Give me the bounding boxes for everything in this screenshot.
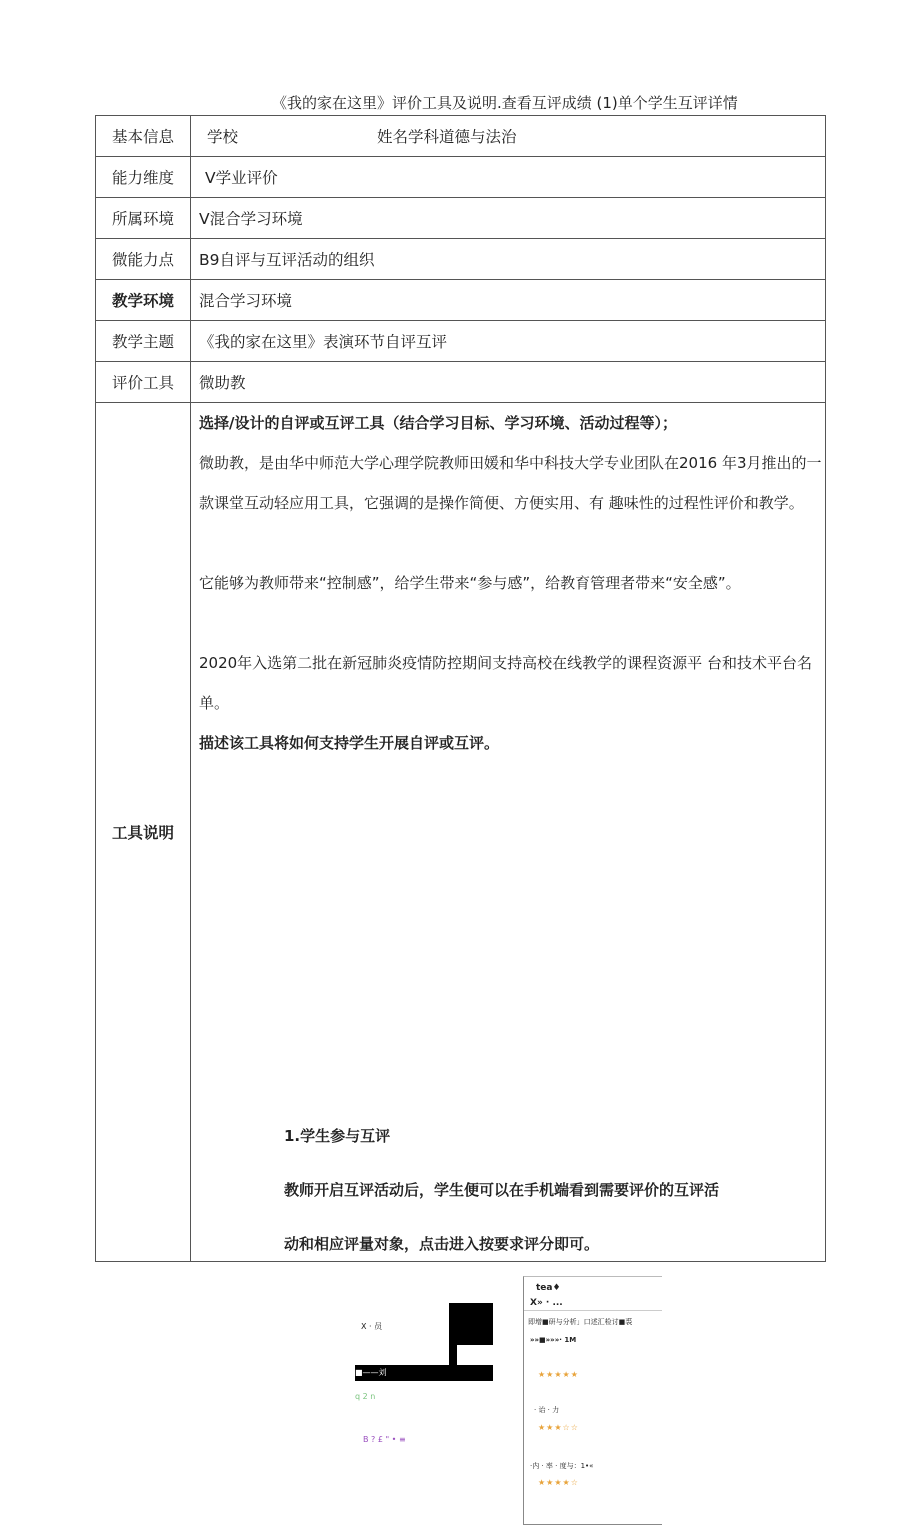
tool-explanation-content	[191, 403, 826, 1487]
row-tool-explanation	[96, 403, 826, 1262]
value-topic: 《我的家在这里》表演环节自评互评	[191, 321, 826, 362]
value-micro-ability: B9自评与互评活动的组织	[191, 239, 826, 280]
label-tool-explanation: 工具说明	[96, 403, 191, 1262]
left-panel-purple-text: B ? £ " • ≡	[363, 1435, 406, 1444]
right-panel-divider	[524, 1310, 662, 1311]
right-panel-tab: 即增■研与分析」口述汇检讨■裘	[528, 1318, 633, 1326]
value-ability: V学业评价	[191, 157, 826, 198]
row-teaching-env	[96, 280, 826, 321]
left-panel-green-text: q 2 n	[355, 1392, 376, 1401]
row-topic	[96, 321, 826, 362]
right-panel-score: »»■»»»· 1M	[530, 1336, 577, 1344]
rating-stars-3: ★★★★☆	[538, 1478, 579, 1487]
rating-label-3: ·内 · 率 · 度与：1•«	[530, 1462, 594, 1470]
school-field: 学校	[207, 128, 239, 146]
explain-paragraph-2: 它能够为教师带来“控制感”，给学生带来“参与感”，给教育管理者带来“安全感”。	[199, 574, 741, 592]
row-micro-ability	[96, 239, 826, 280]
value-tool: 微助教	[191, 362, 826, 403]
right-panel-subtitle: X» · ...	[530, 1298, 563, 1308]
peer-review-line-1: 教师开启互评活动后，学生便可以在手机端看到需要评价的互评活	[284, 1181, 720, 1199]
row-tool	[96, 362, 826, 403]
explain-paragraph-4: 描述该工具将如何支持学生开展自评或互评。	[199, 734, 500, 752]
name-subject-field: 姓名学科道德与法治	[377, 128, 517, 146]
value-basic-info	[191, 116, 826, 157]
left-panel-label: X · 员	[361, 1322, 383, 1331]
app-screenshot-right	[523, 1276, 662, 1525]
rating-label-2: · 诒 · 力	[534, 1406, 560, 1414]
evaluation-form-table	[95, 115, 826, 1487]
label-tool: 评价工具	[96, 362, 191, 403]
app-screenshot-left	[351, 1303, 491, 1473]
label-teaching-env: 教学环境	[96, 280, 191, 321]
label-environment: 所属环境	[96, 198, 191, 239]
document-title: 《我的家在这里》评价工具及说明.查看互评成绩 (1)单个学生互评详情	[272, 94, 738, 112]
label-ability: 能力维度	[96, 157, 191, 198]
explain-paragraph-1: 微助教，是由华中师范大学心理学院教师田媛和华中科技大学专业团队在2016 年3月推出的一款课堂互动轻应用工具，它强调的是操作简便、方便实用、有 趣味性的过程性评价和教学。	[199, 454, 822, 512]
label-basic-info: 基本信息	[96, 116, 191, 157]
value-environment: V混合学习环境	[191, 198, 826, 239]
label-topic: 教学主题	[96, 321, 191, 362]
explain-paragraph-3: 2020年入选第二批在新冠肺炎疫情防控期间支持高校在线教学的课程资源平 台和技术平台名单。	[199, 654, 812, 712]
section-student-peer-review: 1.学生参与互评	[284, 1127, 391, 1145]
row-ability	[96, 157, 826, 198]
label-micro-ability: 微能力点	[96, 239, 191, 280]
rating-stars-2: ★★★☆☆	[538, 1423, 579, 1432]
rating-stars-1: ★★★★★	[538, 1370, 579, 1379]
explain-heading: 选择/设计的自评或互评工具（结合学习目标、学习环境、活动过程等）；	[199, 414, 677, 432]
peer-review-line-2: 动和相应评量对象，点击进入按要求评分即可。	[284, 1235, 600, 1253]
black-block-top	[449, 1303, 493, 1345]
right-panel-title: tea♦	[536, 1283, 561, 1293]
value-teaching-env: 混合学习环境	[191, 280, 826, 321]
row-basic-info	[96, 116, 826, 157]
row-environment	[96, 198, 826, 239]
left-panel-name: ■——刘	[355, 1368, 387, 1377]
